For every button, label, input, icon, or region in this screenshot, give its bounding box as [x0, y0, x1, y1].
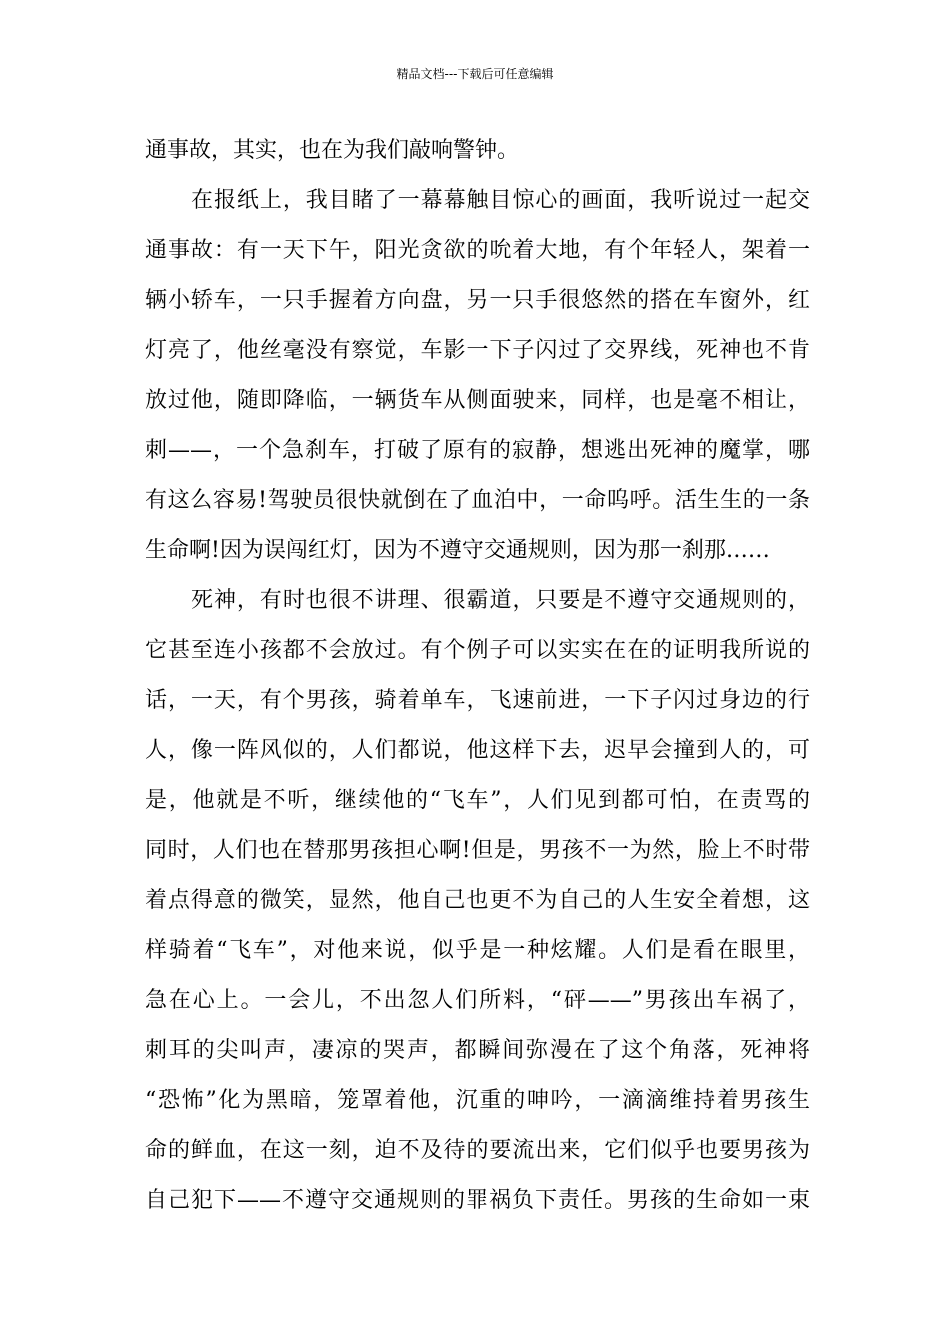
- text-line: 急在心上。一会儿，不出忽人们所料，“砰——”男孩出车祸了，: [145, 988, 810, 1013]
- text-line: 是，他就是不听，继续他的“飞车”，人们见到都可怕，在责骂的: [145, 788, 810, 813]
- page-header: 精品文档---下载后可任意编辑: [396, 67, 554, 81]
- text-line: 同时，人们也在替那男孩担心啊!但是，男孩不一为然，脸上不时带: [145, 838, 810, 863]
- text-line: 刺耳的尖叫声，凄凉的哭声，都瞬间弥漫在了这个角落，死神将: [145, 1038, 810, 1063]
- text-line: “恐怖”化为黑暗，笼罩着他，沉重的呻吟，一滴滴维持着男孩生: [145, 1088, 810, 1113]
- text-line: 生命啊!因为误闯红灯，因为不遵守交通规则，因为那一刹那……: [145, 538, 770, 563]
- text-line: 放过他，随即降临，一辆货车从侧面驶来，同样，也是毫不相让，: [145, 388, 810, 413]
- text-line: 通事故，其实，也在为我们敲响警钟。: [145, 138, 520, 163]
- text-line: 命的鲜血，在这一刻，迫不及待的要流出来，它们似乎也要男孩为: [145, 1138, 810, 1163]
- text-line: 它甚至连小孩都不会放过。有个例子可以实实在在的证明我所说的: [145, 638, 810, 663]
- text-line: 样骑着“飞车”，对他来说，似乎是一种炫耀。人们是看在眼里，: [145, 938, 810, 963]
- text-line: 有这么容易!驾驶员很快就倒在了血泊中，一命呜呼。活生生的一条: [145, 488, 810, 513]
- paragraph-start-line: 在报纸上，我目睹了一幕幕触目惊心的画面，我听说过一起交: [191, 188, 810, 213]
- text-line: 灯亮了，他丝毫没有察觉，车影一下子闪过了交界线，死神也不肯: [145, 338, 810, 363]
- document-body: [145, 126, 810, 1226]
- text-line: 通事故：有一天下午，阳光贪欲的吮着大地，有个年轻人，架着一: [145, 238, 810, 263]
- text-line: 人，像一阵风似的，人们都说，他这样下去，迟早会撞到人的，可: [145, 738, 810, 763]
- text-line: 自己犯下——不遵守交通规则的罪祸负下责任。男孩的生命如一束: [145, 1188, 810, 1213]
- text-line: 话，一天，有个男孩，骑着单车，飞速前进，一下子闪过身边的行: [145, 688, 810, 713]
- paragraph-start-line: 死神，有时也很不讲理、很霸道，只要是不遵守交通规则的，: [191, 588, 810, 613]
- text-line: 着点得意的微笑，显然，他自己也更不为自己的人生安全着想，这: [145, 888, 810, 913]
- text-line: 辆小轿车，一只手握着方向盘，另一只手很悠然的搭在车窗外，红: [145, 288, 810, 313]
- text-line: 刺——，一个急刹车，打破了原有的寂静，想逃出死神的魔掌，哪: [145, 438, 810, 463]
